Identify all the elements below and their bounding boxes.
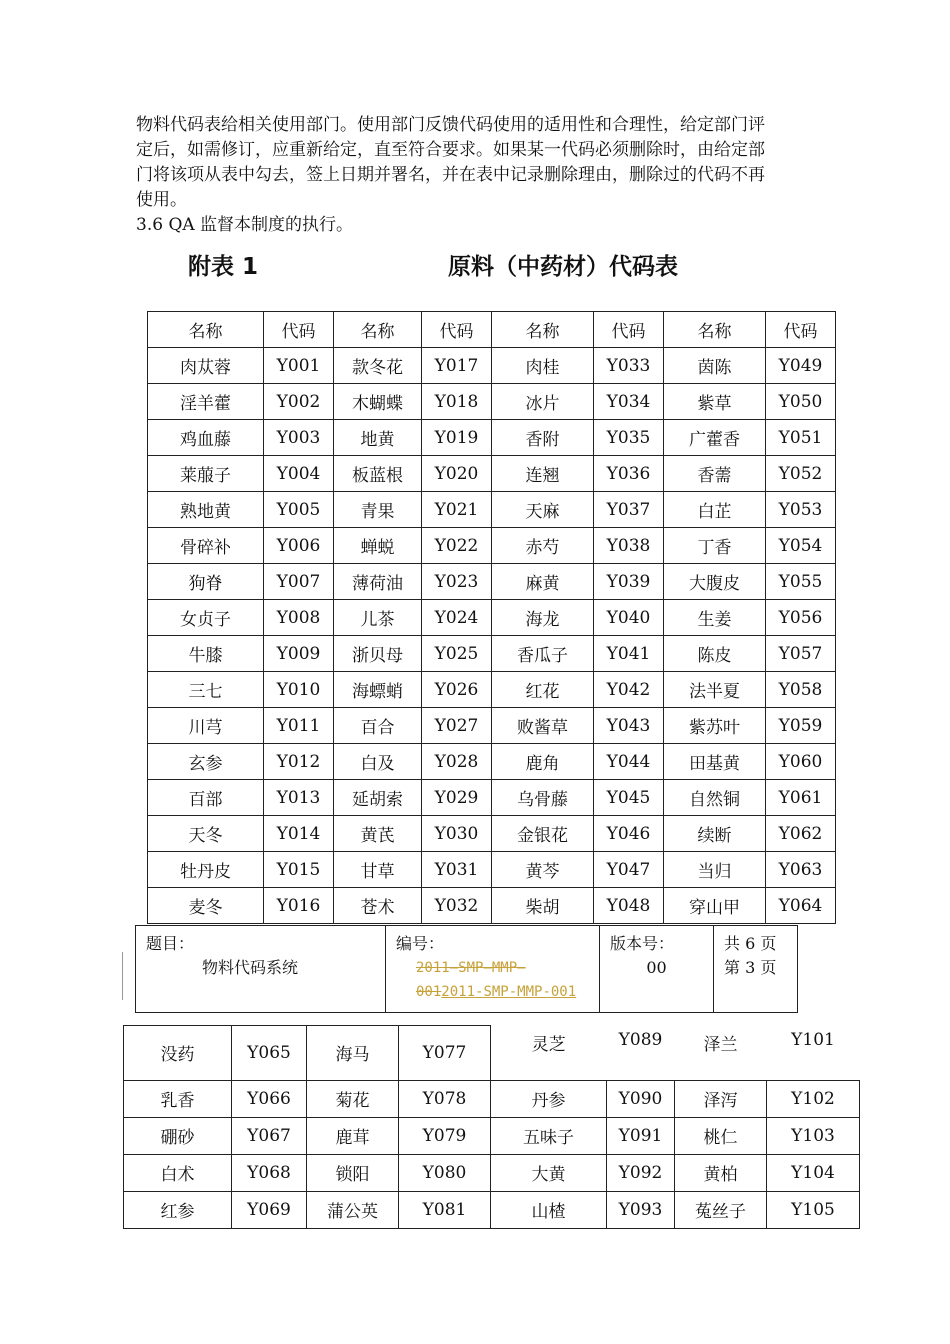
header-code: 代码 bbox=[422, 312, 492, 348]
number-inserted: 2011-SMP-MMP-001 bbox=[441, 984, 577, 1000]
material-code: Y010 bbox=[264, 672, 334, 708]
material-name: 牛膝 bbox=[148, 636, 264, 672]
table-row bbox=[148, 852, 836, 888]
material-code: Y020 bbox=[422, 456, 492, 492]
material-name: 百部 bbox=[148, 780, 264, 816]
material-code: Y089 bbox=[618, 1029, 663, 1050]
material-code: Y024 bbox=[422, 600, 492, 636]
material-code: Y069 bbox=[232, 1191, 307, 1228]
margin-mark bbox=[122, 952, 123, 1000]
header-name: 名称 bbox=[492, 312, 594, 348]
material-code: Y054 bbox=[766, 528, 836, 564]
material-code: Y027 bbox=[422, 708, 492, 744]
material-code: Y011 bbox=[264, 708, 334, 744]
number-cell bbox=[386, 926, 600, 1013]
material-code: Y009 bbox=[264, 636, 334, 672]
material-code: Y025 bbox=[422, 636, 492, 672]
header-name: 名称 bbox=[664, 312, 766, 348]
header-code: 代码 bbox=[766, 312, 836, 348]
material-name: 陈皮 bbox=[664, 636, 766, 672]
material-code: Y026 bbox=[422, 672, 492, 708]
material-code: Y023 bbox=[422, 564, 492, 600]
material-code: Y036 bbox=[594, 456, 664, 492]
material-code: Y064 bbox=[766, 888, 836, 924]
material-code: Y002 bbox=[264, 384, 334, 420]
material-name: 丹参 bbox=[491, 1080, 607, 1117]
material-name: 白及 bbox=[334, 744, 422, 780]
material-code: Y030 bbox=[422, 816, 492, 852]
material-name: 蒲公英 bbox=[307, 1191, 399, 1228]
material-code: Y019 bbox=[422, 420, 492, 456]
table-row bbox=[148, 384, 836, 420]
material-code: Y081 bbox=[399, 1191, 491, 1228]
material-name: 硼砂 bbox=[124, 1117, 232, 1154]
material-name: 黄芪 bbox=[334, 816, 422, 852]
version-cell bbox=[600, 926, 714, 1013]
material-name: 木蝴蝶 bbox=[334, 384, 422, 420]
material-name: 大黄 bbox=[491, 1154, 607, 1191]
material-code: Y101 bbox=[791, 1029, 835, 1050]
material-name: 浙贝母 bbox=[334, 636, 422, 672]
material-code: Y059 bbox=[766, 708, 836, 744]
material-name: 山楂 bbox=[491, 1191, 607, 1228]
material-code: Y001 bbox=[264, 348, 334, 384]
material-name: 骨碎补 bbox=[148, 528, 264, 564]
material-name: 狗脊 bbox=[148, 564, 264, 600]
material-name: 莱菔子 bbox=[148, 456, 264, 492]
material-name: 泽兰 bbox=[703, 1034, 738, 1055]
material-name: 泽泻 bbox=[675, 1080, 767, 1117]
material-name: 广藿香 bbox=[664, 420, 766, 456]
material-name: 冰片 bbox=[492, 384, 594, 420]
material-code: Y090 bbox=[607, 1080, 675, 1117]
material-name: 赤芍 bbox=[492, 528, 594, 564]
material-code: Y102 bbox=[767, 1080, 860, 1117]
material-name: 菊花 bbox=[307, 1080, 399, 1117]
material-code: Y005 bbox=[264, 492, 334, 528]
paragraph-line: 门将该项从表中勾去，签上日期并署名，并在表中记录删除理由，删除过的代码不再 bbox=[136, 165, 765, 185]
material-name: 地黄 bbox=[334, 420, 422, 456]
version-value: 00 bbox=[646, 958, 667, 977]
page-cell bbox=[714, 926, 798, 1013]
material-code: Y052 bbox=[766, 456, 836, 492]
material-name: 香附 bbox=[492, 420, 594, 456]
material-code: Y035 bbox=[594, 420, 664, 456]
material-code: Y017 bbox=[422, 348, 492, 384]
section-3-6: 3.6 QA 监督本制度的执行。 bbox=[136, 215, 354, 235]
table-row bbox=[148, 816, 836, 852]
material-code: Y093 bbox=[607, 1191, 675, 1228]
table-row bbox=[148, 636, 836, 672]
material-code: Y104 bbox=[767, 1154, 860, 1191]
appendix-label: 附表 1 bbox=[188, 254, 259, 280]
material-name: 薄荷油 bbox=[334, 564, 422, 600]
paragraph-line: 定后，如需修订，应重新给定，直至符合要求。如果某一代码必须删除时，由给定部 bbox=[136, 140, 765, 160]
material-name: 金银花 bbox=[492, 816, 594, 852]
material-code: Y032 bbox=[422, 888, 492, 924]
paragraph-line: 使用。 bbox=[136, 190, 187, 210]
material-code: Y050 bbox=[766, 384, 836, 420]
material-code: Y057 bbox=[766, 636, 836, 672]
material-code-table-continued bbox=[123, 1025, 860, 1229]
material-code: Y045 bbox=[594, 780, 664, 816]
material-code: Y037 bbox=[594, 492, 664, 528]
material-code: Y065 bbox=[232, 1026, 307, 1081]
table-row bbox=[124, 1154, 860, 1191]
material-code: Y063 bbox=[766, 852, 836, 888]
material-code-table bbox=[147, 311, 836, 924]
material-name: 延胡索 bbox=[334, 780, 422, 816]
material-name: 海马 bbox=[307, 1026, 399, 1081]
material-code: Y014 bbox=[264, 816, 334, 852]
material-name: 百合 bbox=[334, 708, 422, 744]
table-row bbox=[148, 420, 836, 456]
material-code: Y008 bbox=[264, 600, 334, 636]
material-name: 黄芩 bbox=[492, 852, 594, 888]
material-code: Y060 bbox=[766, 744, 836, 780]
material-name: 灵芝 bbox=[491, 1026, 607, 1081]
table-header-row bbox=[148, 312, 836, 348]
material-code: Y013 bbox=[264, 780, 334, 816]
material-name: 海螵蛸 bbox=[334, 672, 422, 708]
table-row bbox=[148, 492, 836, 528]
material-name: 肉桂 bbox=[492, 348, 594, 384]
document-footer bbox=[135, 925, 798, 1013]
header-code: 代码 bbox=[594, 312, 664, 348]
material-code: Y039 bbox=[594, 564, 664, 600]
material-code: Y041 bbox=[594, 636, 664, 672]
material-name: 鸡血藤 bbox=[148, 420, 264, 456]
material-name: 紫草 bbox=[664, 384, 766, 420]
table-row bbox=[124, 1026, 860, 1081]
material-name: 柴胡 bbox=[492, 888, 594, 924]
material-code: Y029 bbox=[422, 780, 492, 816]
material-name: 锁阳 bbox=[307, 1154, 399, 1191]
version-label: 版本号： bbox=[610, 934, 675, 953]
subject-value: 物料代码系统 bbox=[202, 958, 299, 977]
material-name: 款冬花 bbox=[334, 348, 422, 384]
table-title: 原料（中药材）代码表 bbox=[448, 254, 678, 280]
material-code: Y092 bbox=[607, 1154, 675, 1191]
material-name: 穿山甲 bbox=[664, 888, 766, 924]
material-code: Y091 bbox=[607, 1117, 675, 1154]
material-name: 香瓜子 bbox=[492, 636, 594, 672]
header-code: 代码 bbox=[264, 312, 334, 348]
table-row bbox=[148, 600, 836, 636]
material-name: 麦冬 bbox=[148, 888, 264, 924]
material-name: 蝉蜕 bbox=[334, 528, 422, 564]
material-name: 桃仁 bbox=[675, 1117, 767, 1154]
material-code: Y046 bbox=[594, 816, 664, 852]
material-name: 菟丝子 bbox=[675, 1191, 767, 1228]
material-code: Y048 bbox=[594, 888, 664, 924]
material-name: 麻黄 bbox=[492, 564, 594, 600]
material-name: 丁香 bbox=[664, 528, 766, 564]
material-name: 天冬 bbox=[148, 816, 264, 852]
material-name: 自然铜 bbox=[664, 780, 766, 816]
material-name: 三七 bbox=[148, 672, 264, 708]
material-code: Y080 bbox=[399, 1154, 491, 1191]
material-name: 苍术 bbox=[334, 888, 422, 924]
material-name: 法半夏 bbox=[664, 672, 766, 708]
material-name: 天麻 bbox=[492, 492, 594, 528]
material-name: 败酱草 bbox=[492, 708, 594, 744]
table-row bbox=[148, 564, 836, 600]
material-name: 玄参 bbox=[148, 744, 264, 780]
material-code: Y058 bbox=[766, 672, 836, 708]
material-code: Y003 bbox=[264, 420, 334, 456]
material-code: Y053 bbox=[766, 492, 836, 528]
material-code: Y066 bbox=[232, 1080, 307, 1117]
material-code: Y006 bbox=[264, 528, 334, 564]
material-name: 白术 bbox=[124, 1154, 232, 1191]
material-code: Y061 bbox=[766, 780, 836, 816]
table-row bbox=[124, 1191, 860, 1228]
material-code: Y031 bbox=[422, 852, 492, 888]
material-name: 鹿茸 bbox=[307, 1117, 399, 1154]
material-code: Y043 bbox=[594, 708, 664, 744]
material-name: 白芷 bbox=[664, 492, 766, 528]
material-code: Y034 bbox=[594, 384, 664, 420]
table-row bbox=[148, 708, 836, 744]
material-name: 黄柏 bbox=[675, 1154, 767, 1191]
material-code: Y103 bbox=[767, 1117, 860, 1154]
subject-label: 题目： bbox=[146, 934, 195, 953]
material-name: 青果 bbox=[334, 492, 422, 528]
material-code: Y078 bbox=[399, 1080, 491, 1117]
subject-cell bbox=[136, 926, 386, 1013]
table-row bbox=[148, 528, 836, 564]
number-deleted: 2011—SMP—MMP—001 bbox=[416, 960, 526, 1000]
material-name: 红花 bbox=[492, 672, 594, 708]
number-label: 编号： bbox=[396, 934, 445, 953]
table-row bbox=[124, 1117, 860, 1154]
material-code: Y044 bbox=[594, 744, 664, 780]
material-code: Y028 bbox=[422, 744, 492, 780]
material-name: 连翘 bbox=[492, 456, 594, 492]
material-code: Y042 bbox=[594, 672, 664, 708]
total-pages: 共 6 页 bbox=[724, 934, 777, 953]
material-code: Y040 bbox=[594, 600, 664, 636]
material-code: Y047 bbox=[594, 852, 664, 888]
material-code: Y018 bbox=[422, 384, 492, 420]
material-name: 海龙 bbox=[492, 600, 594, 636]
material-name: 大腹皮 bbox=[664, 564, 766, 600]
material-code: Y079 bbox=[399, 1117, 491, 1154]
material-name: 川芎 bbox=[148, 708, 264, 744]
table-row bbox=[148, 672, 836, 708]
material-code: Y056 bbox=[766, 600, 836, 636]
material-code: Y067 bbox=[232, 1117, 307, 1154]
material-name: 儿茶 bbox=[334, 600, 422, 636]
intro-paragraph bbox=[136, 113, 848, 238]
material-code: Y012 bbox=[264, 744, 334, 780]
table-row bbox=[148, 744, 836, 780]
material-name: 熟地黄 bbox=[148, 492, 264, 528]
material-name: 乳香 bbox=[124, 1080, 232, 1117]
material-name: 当归 bbox=[664, 852, 766, 888]
material-name: 田基黄 bbox=[664, 744, 766, 780]
material-name: 淫羊藿 bbox=[148, 384, 264, 420]
material-name: 红参 bbox=[124, 1191, 232, 1228]
material-name: 五味子 bbox=[491, 1117, 607, 1154]
material-code: Y062 bbox=[766, 816, 836, 852]
material-name: 甘草 bbox=[334, 852, 422, 888]
header-name: 名称 bbox=[334, 312, 422, 348]
material-code: Y049 bbox=[766, 348, 836, 384]
material-code: Y033 bbox=[594, 348, 664, 384]
material-name: 续断 bbox=[664, 816, 766, 852]
current-page: 第 3 页 bbox=[724, 958, 777, 977]
material-code: Y038 bbox=[594, 528, 664, 564]
material-code: Y051 bbox=[766, 420, 836, 456]
material-code: Y021 bbox=[422, 492, 492, 528]
material-name: 紫苏叶 bbox=[664, 708, 766, 744]
table-row bbox=[148, 780, 836, 816]
material-name: 生姜 bbox=[664, 600, 766, 636]
table-row bbox=[148, 348, 836, 384]
material-name: 牡丹皮 bbox=[148, 852, 264, 888]
table-row bbox=[148, 888, 836, 924]
material-code: Y022 bbox=[422, 528, 492, 564]
material-name: 鹿角 bbox=[492, 744, 594, 780]
material-name: 肉苁蓉 bbox=[148, 348, 264, 384]
material-code: Y015 bbox=[264, 852, 334, 888]
material-code: Y004 bbox=[264, 456, 334, 492]
material-name: 乌骨藤 bbox=[492, 780, 594, 816]
material-name: 板蓝根 bbox=[334, 456, 422, 492]
table-row bbox=[148, 456, 836, 492]
material-code: Y007 bbox=[264, 564, 334, 600]
material-name: 茵陈 bbox=[664, 348, 766, 384]
header-name: 名称 bbox=[148, 312, 264, 348]
material-code: Y016 bbox=[264, 888, 334, 924]
table-row bbox=[124, 1080, 860, 1117]
material-name: 香薷 bbox=[664, 456, 766, 492]
material-code: Y105 bbox=[767, 1191, 860, 1228]
material-name: 女贞子 bbox=[148, 600, 264, 636]
material-code: Y068 bbox=[232, 1154, 307, 1191]
material-code: Y055 bbox=[766, 564, 836, 600]
paragraph-line: 物料代码表给相关使用部门。使用部门反馈代码使用的适用性和合理性，给定部门评 bbox=[136, 115, 765, 135]
material-name: 没药 bbox=[124, 1026, 232, 1081]
material-code: Y077 bbox=[399, 1026, 491, 1081]
